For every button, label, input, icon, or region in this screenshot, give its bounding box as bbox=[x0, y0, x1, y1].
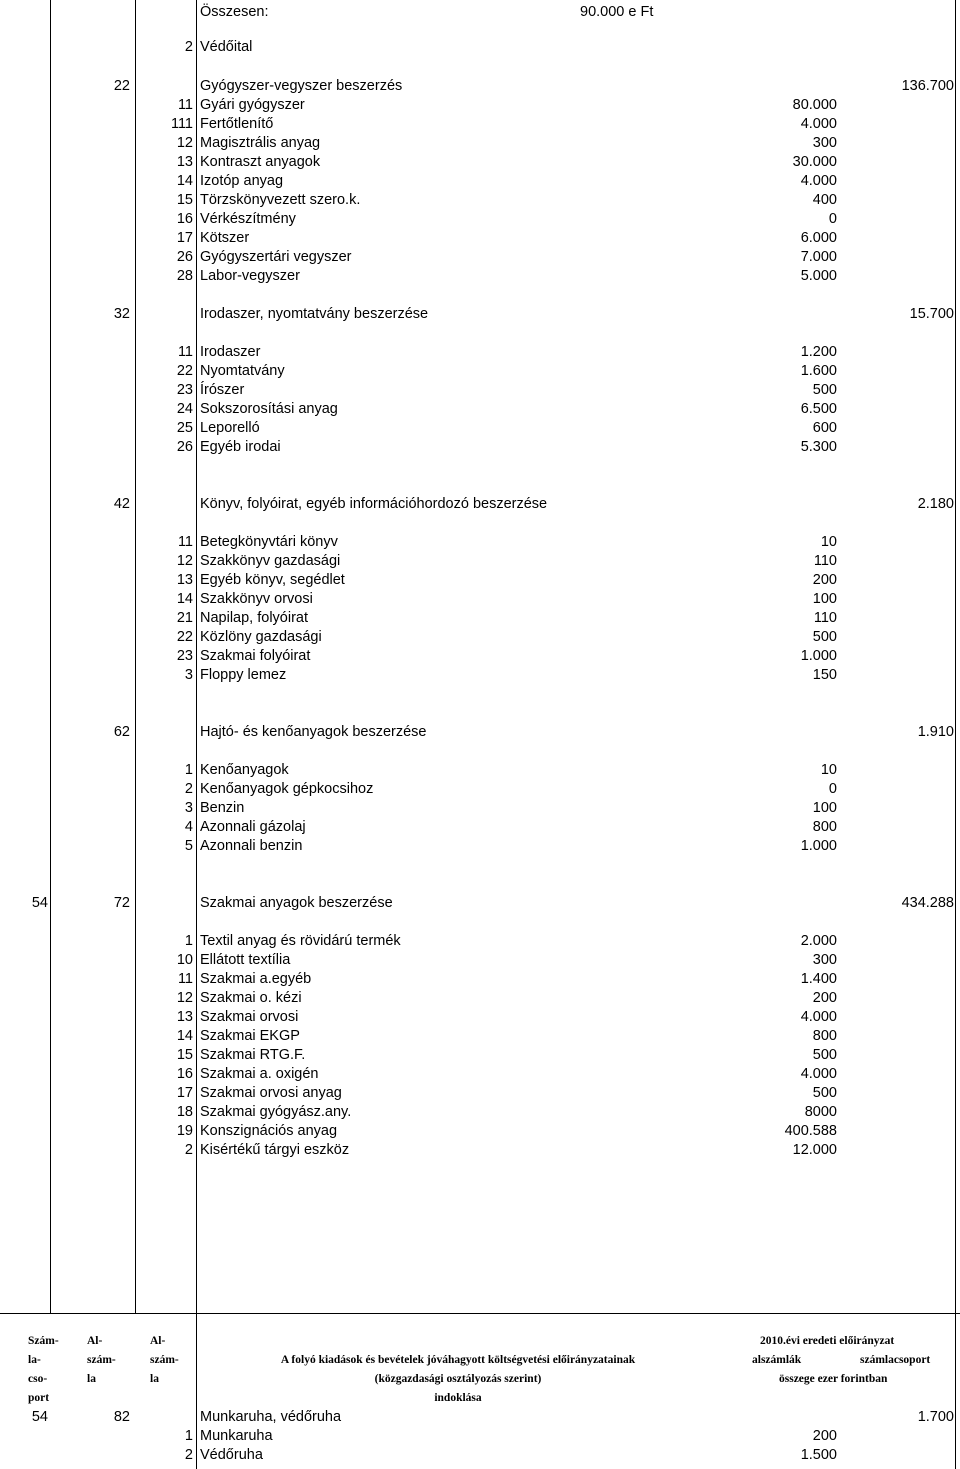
item-amount: 150 bbox=[812, 667, 837, 683]
section-account-number: 72 bbox=[113, 895, 130, 911]
item-amount: 500 bbox=[812, 382, 837, 398]
item-label: Szakmai a. oxigén bbox=[200, 1066, 319, 1082]
item-row bbox=[0, 666, 960, 685]
section-title: Gyógyszer-vegyszer beszerzés bbox=[200, 78, 403, 94]
item-number: 28 bbox=[176, 268, 193, 284]
item-label: Gyári gyógyszer bbox=[200, 97, 305, 113]
section-row: 54 82 Munkaruha, védőruha 1.700 bbox=[31, 1409, 954, 1425]
section-title: Irodaszer, nyomtatvány beszerzése bbox=[200, 306, 429, 322]
section-title: Munkaruha, védőruha bbox=[200, 1409, 342, 1425]
item-label: Napilap, folyóirat bbox=[200, 610, 308, 626]
section-account-number: 32 bbox=[113, 306, 130, 322]
item-amount: 6.000 bbox=[800, 230, 837, 246]
item-row bbox=[0, 818, 960, 837]
item-amount: 80.000 bbox=[792, 97, 837, 113]
item-number: 23 bbox=[176, 382, 193, 398]
section-total: 136.700 bbox=[901, 78, 954, 94]
item-label: Ellátott textília bbox=[200, 952, 291, 968]
section-row bbox=[0, 77, 960, 96]
item-row bbox=[0, 590, 960, 609]
item-row bbox=[0, 1046, 960, 1065]
section-row bbox=[0, 894, 960, 913]
item-label: Törzskönyvezett szero.k. bbox=[200, 192, 361, 208]
item-number: 22 bbox=[176, 629, 193, 645]
section-account-number: 42 bbox=[113, 496, 130, 512]
item-label: Textil anyag és rövidárú termék bbox=[200, 933, 401, 949]
item-label: Irodaszer bbox=[200, 344, 261, 360]
item-row bbox=[0, 438, 960, 457]
section-row bbox=[0, 723, 960, 742]
summary-row bbox=[0, 3, 960, 22]
item-row bbox=[0, 1141, 960, 1160]
item-number: 16 bbox=[176, 211, 193, 227]
item-label: Leporelló bbox=[200, 420, 260, 436]
item-row bbox=[0, 172, 960, 191]
item-amount: 800 bbox=[812, 1028, 837, 1044]
item-label: Szakmai o. kézi bbox=[200, 990, 302, 1006]
item-label: Labor-vegyszer bbox=[200, 268, 300, 284]
section-total: 1.910 bbox=[917, 724, 954, 740]
item-number: 24 bbox=[176, 401, 193, 417]
header-col-szamlacsoport: Szám- la- cso- port bbox=[28, 1335, 59, 1404]
item-label: Sokszorosítási anyag bbox=[200, 401, 338, 417]
item-row bbox=[0, 1027, 960, 1046]
item-amount: 500 bbox=[812, 1047, 837, 1063]
item-label: Írószer bbox=[200, 382, 245, 398]
item-row bbox=[0, 343, 960, 362]
item-label: Magisztrális anyag bbox=[200, 135, 321, 151]
section-account-number: 22 bbox=[113, 78, 130, 94]
item-number: 1 bbox=[184, 762, 193, 778]
item-row bbox=[0, 761, 960, 780]
item-row bbox=[0, 932, 960, 951]
item-amount: 2.000 bbox=[800, 933, 837, 949]
item-label: Szakmai RTG.F. bbox=[200, 1047, 306, 1063]
item-number: 11 bbox=[177, 971, 193, 987]
item-row bbox=[0, 647, 960, 666]
item-row bbox=[0, 609, 960, 628]
item-label: Nyomtatvány bbox=[200, 363, 285, 379]
section-total: 434.288 bbox=[901, 895, 954, 911]
item-amount: 300 bbox=[812, 135, 837, 151]
item-row bbox=[0, 96, 960, 115]
section-group-number: 54 bbox=[31, 895, 48, 911]
item-row bbox=[0, 210, 960, 229]
item-label: Kenőanyagok bbox=[200, 762, 289, 778]
item-number: 14 bbox=[176, 1028, 193, 1044]
item-amount: 800 bbox=[812, 819, 837, 835]
item-amount: 100 bbox=[812, 800, 837, 816]
item-label: Kontraszt anyagok bbox=[200, 154, 321, 170]
item-number: 2 bbox=[184, 1142, 193, 1158]
item-label: Gyógyszertári vegyszer bbox=[200, 249, 352, 265]
item-row bbox=[0, 229, 960, 248]
item-number: 5 bbox=[184, 838, 193, 854]
item-number: 12 bbox=[176, 553, 193, 569]
item-number: 13 bbox=[176, 572, 193, 588]
item-number: 3 bbox=[184, 800, 193, 816]
item-row bbox=[0, 951, 960, 970]
summary-label: Összesen: bbox=[200, 4, 269, 20]
item-amount: 10 bbox=[820, 762, 837, 778]
item-number: 14 bbox=[176, 591, 193, 607]
item-label: Fertőtlenítő bbox=[200, 116, 274, 132]
item-amount: 400 bbox=[812, 192, 837, 208]
item-row bbox=[0, 1103, 960, 1122]
section-total: 2.180 bbox=[917, 496, 954, 512]
section-row bbox=[0, 38, 960, 57]
item-amount: 110 bbox=[813, 553, 837, 569]
item-label: Azonnali benzin bbox=[200, 838, 303, 854]
item-number: 21 bbox=[176, 610, 193, 626]
item-number: 14 bbox=[176, 173, 193, 189]
item-row bbox=[0, 1084, 960, 1103]
item-row bbox=[0, 571, 960, 590]
item-amount: 6.500 bbox=[800, 401, 837, 417]
item-number: 13 bbox=[176, 1009, 193, 1025]
item-number: 15 bbox=[176, 192, 193, 208]
item-label: Szakmai folyóirat bbox=[200, 648, 311, 664]
item-label: Kenőanyagok gépkocsihoz bbox=[200, 781, 374, 797]
item-number: 4 bbox=[184, 819, 193, 835]
header-col-eloiranyzat: 2010.évi eredeti előirányzat bbox=[760, 1335, 895, 1347]
item-amount: 1.600 bbox=[800, 363, 837, 379]
header-col-alszamla-1: Al- szám- la bbox=[87, 1335, 116, 1385]
item-label: Konszignációs anyag bbox=[200, 1123, 338, 1139]
item-number: 10 bbox=[176, 952, 193, 968]
item-row bbox=[0, 248, 960, 267]
item-row bbox=[0, 400, 960, 419]
item-amount: 1.000 bbox=[800, 648, 837, 664]
section-title: Könyv, folyóirat, egyéb információhordozó beszerzése bbox=[200, 496, 548, 512]
item-row bbox=[0, 533, 960, 552]
section-subaccount-number: 2 bbox=[184, 39, 193, 55]
item-amount: 8000 bbox=[804, 1104, 837, 1120]
item-amount: 400.588 bbox=[784, 1123, 837, 1139]
item-number: 11 bbox=[177, 534, 193, 550]
item-amount: 600 bbox=[812, 420, 837, 436]
item-number: 17 bbox=[176, 230, 193, 246]
item-label: Betegkönyvtári könyv bbox=[200, 534, 338, 550]
item-amount: 12.000 bbox=[792, 1142, 837, 1158]
item-row bbox=[0, 989, 960, 1008]
item-label: Közlöny gazdasági bbox=[200, 629, 322, 645]
item-label: Szakmai orvosi bbox=[200, 1009, 299, 1025]
item-row bbox=[0, 1065, 960, 1084]
item-amount: 4.000 bbox=[800, 1009, 837, 1025]
summary-value: 90.000 e Ft bbox=[580, 4, 654, 20]
item-amount: 4.000 bbox=[800, 173, 837, 189]
item-label: Szakmai gyógyász.any. bbox=[200, 1104, 352, 1120]
section-title: Szakmai anyagok beszerzése bbox=[200, 895, 393, 911]
item-number: 15 bbox=[176, 1047, 193, 1063]
item-row bbox=[0, 780, 960, 799]
item-row: 2 Védőruha 1.500 bbox=[184, 1447, 837, 1463]
item-label: Egyéb irodai bbox=[200, 439, 281, 455]
section-title: Védőital bbox=[200, 39, 253, 55]
header-col-indoklas: A folyó kiadások és bevételek jóváhagyott költségvetési előirányzatainak (közgazdasági osztályozás szerint) indoklása bbox=[280, 1354, 636, 1404]
item-amount: 500 bbox=[812, 629, 837, 645]
item-label: Szakmai EKGP bbox=[200, 1028, 300, 1044]
item-number: 12 bbox=[176, 990, 193, 1006]
item-label: Szakmai orvosi anyag bbox=[200, 1085, 342, 1101]
item-label: Szakkönyv orvosi bbox=[200, 591, 313, 607]
item-amount: 7.000 bbox=[800, 249, 837, 265]
item-number: 111 bbox=[170, 116, 193, 132]
item-row bbox=[0, 115, 960, 134]
item-amount: 100 bbox=[812, 591, 837, 607]
item-number: 18 bbox=[176, 1104, 193, 1120]
item-number: 25 bbox=[176, 420, 193, 436]
item-amount: 200 bbox=[812, 990, 837, 1006]
section-title: Hajtó- és kenőanyagok beszerzése bbox=[200, 724, 427, 740]
item-row bbox=[0, 552, 960, 571]
item-row bbox=[0, 153, 960, 172]
item-number: 19 bbox=[176, 1123, 193, 1139]
item-amount: 500 bbox=[812, 1085, 837, 1101]
header-col-alszamla-2: Al- szám- la bbox=[150, 1335, 179, 1385]
item-label: Szakkönyv gazdasági bbox=[200, 553, 341, 569]
item-amount: 0 bbox=[828, 211, 837, 227]
item-row bbox=[0, 970, 960, 989]
item-row bbox=[0, 799, 960, 818]
header-col-alszamlak: alszámlák bbox=[752, 1354, 802, 1366]
item-row: 1 Munkaruha 200 bbox=[184, 1428, 837, 1444]
item-number: 23 bbox=[176, 648, 193, 664]
item-amount: 10 bbox=[820, 534, 837, 550]
item-number: 12 bbox=[176, 135, 193, 151]
item-number: 3 bbox=[184, 667, 193, 683]
item-number: 22 bbox=[176, 363, 193, 379]
item-label: Floppy lemez bbox=[200, 667, 287, 683]
item-amount: 110 bbox=[813, 610, 837, 626]
item-amount: 200 bbox=[812, 572, 837, 588]
item-row bbox=[0, 381, 960, 400]
item-amount: 30.000 bbox=[792, 154, 837, 170]
item-row bbox=[0, 1122, 960, 1141]
item-amount: 4.000 bbox=[800, 116, 837, 132]
item-row bbox=[0, 419, 960, 438]
item-row bbox=[0, 362, 960, 381]
item-row bbox=[0, 267, 960, 286]
item-label: Kisértékű tárgyi eszköz bbox=[200, 1142, 350, 1158]
item-row bbox=[0, 1008, 960, 1027]
section-total: 15.700 bbox=[909, 306, 954, 322]
item-number: 11 bbox=[177, 97, 193, 113]
header-divider bbox=[0, 1313, 960, 1314]
section-account-number: 62 bbox=[113, 724, 130, 740]
item-label: Kötszer bbox=[200, 230, 250, 246]
section-total: 1.700 bbox=[917, 1409, 954, 1425]
item-row bbox=[0, 134, 960, 153]
item-amount: 4.000 bbox=[800, 1066, 837, 1082]
item-label: Szakmai a.egyéb bbox=[200, 971, 312, 987]
item-amount: 5.000 bbox=[800, 268, 837, 284]
item-label: Izotóp anyag bbox=[200, 173, 284, 189]
item-amount: 5.300 bbox=[800, 439, 837, 455]
item-amount: 1.400 bbox=[800, 971, 837, 987]
item-number: 26 bbox=[176, 249, 193, 265]
item-number: 13 bbox=[176, 154, 193, 170]
item-row bbox=[0, 191, 960, 210]
item-amount: 1.000 bbox=[800, 838, 837, 854]
item-amount: 1.200 bbox=[800, 344, 837, 360]
item-label: Azonnali gázolaj bbox=[200, 819, 306, 835]
section-row bbox=[0, 495, 960, 514]
item-number: 26 bbox=[176, 439, 193, 455]
header-col-osszeg: összege ezer forintban bbox=[779, 1373, 888, 1385]
item-label: Benzin bbox=[200, 800, 245, 816]
header-col-szamlacsoport-osszeg: számlacsoport bbox=[860, 1354, 931, 1366]
item-number: 1 bbox=[184, 933, 193, 949]
item-amount: 300 bbox=[812, 952, 837, 968]
item-amount: 0 bbox=[828, 781, 837, 797]
item-label: Egyéb könyv, segédlet bbox=[200, 572, 345, 588]
item-row bbox=[0, 628, 960, 647]
item-label: Vérkészítmény bbox=[200, 211, 296, 227]
section-row bbox=[0, 305, 960, 324]
item-number: 2 bbox=[184, 781, 193, 797]
item-number: 17 bbox=[176, 1085, 193, 1101]
item-row bbox=[0, 837, 960, 856]
item-number: 11 bbox=[177, 344, 193, 360]
item-number: 16 bbox=[176, 1066, 193, 1082]
